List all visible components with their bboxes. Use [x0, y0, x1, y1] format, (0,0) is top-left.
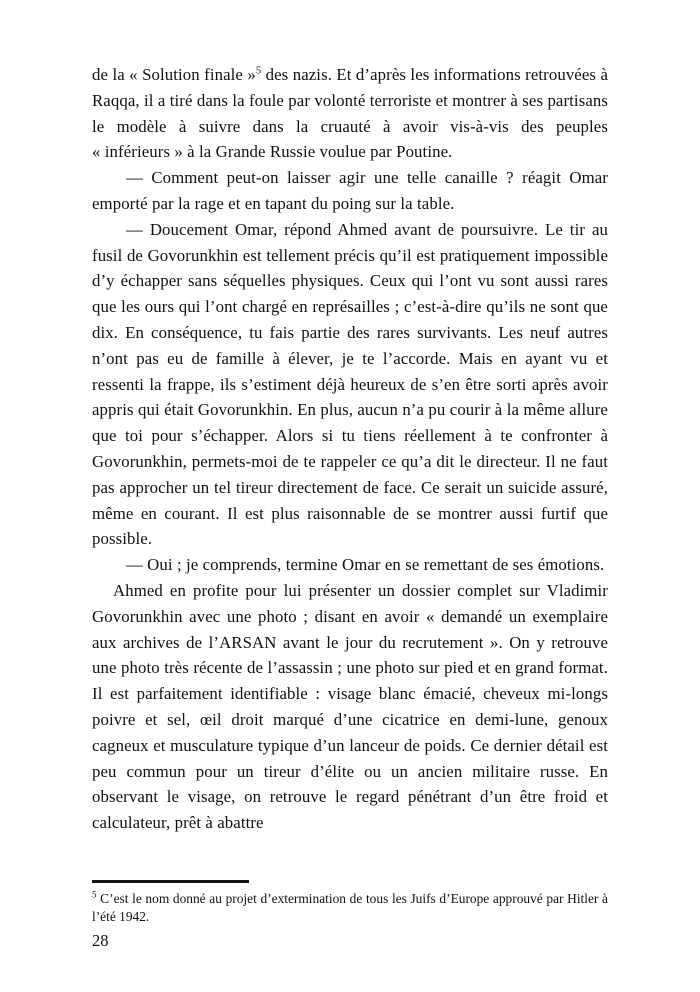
- page-number: 28: [92, 931, 109, 950]
- paragraph-dialogue-ahmed: — Doucement Omar, répond Ahmed avant de poursuivre. Le tir au fusil de Govorunkhin est tellement précis qu’il est pratiquement impossible d’y échapper sans séquelles physiques. Ceux qui l’ont vu sont aussi rares que les ours qui l’ont chargé en représailles ; c’est-à-dire qu’ils ne sont que dix. En conséquence, tu fais partie des rares survivants. Les neuf autres n’ont pas eu de famille à élever, je te l’accorde. Mais en ayant vu et ressenti la frappe, ils s’estiment déjà heureux de s’en être sorti après avoir appris qui était Govorunkhin. En plus, aucun n’a pu courir à la même allure que toi pour s’échapper. Alors si tu tiens réellement à te confronter à Govorunkhin, permets-moi de te rappeler ce qu’a dit le directeur. Il ne faut pas approcher un tel tireur directement de face. Ce serait un suicide assuré, même en courant. Il est plus raisonnable de se montrer aussi furtif que possible.: [92, 219, 608, 549]
- paragraph-dialogue-omar: — Comment peut-on laisser agir une telle canaille ? réagit Omar emporté par la rage et en tapant du poing sur la table.: [92, 168, 608, 213]
- footnote-text: C’est le nom donné au projet d’extermination de tous les Juifs d’Europe approuvé par Hitler à l’été 1942.: [92, 891, 608, 924]
- footnote: [92, 890, 608, 925]
- paragraph-text-after-ref: des nazis. Et d’après les informations retrouvées à Raqqa, il a tiré dans la foule par volonté terroriste et montrer à ses partisans le modèle à suivre dans la cruauté à avoir vis-à-vis des peuples « inférieurs » à la Grande Russie voulue par Poutine.: [92, 65, 608, 162]
- footnote-separator-rule: [92, 880, 249, 883]
- page-body-text: [92, 62, 608, 836]
- paragraph-dialogue-omar-reply: — Oui ; je comprends, termine Omar en se remettant de ses émotions.: [126, 555, 605, 575]
- footnote-marker: 5: [92, 889, 97, 900]
- footnote-reference: 5: [255, 65, 262, 77]
- footnote-area: [92, 880, 608, 992]
- paragraph-dossier: Ahmed en profite pour lui présenter un dossier complet sur Vladimir Govorunkhin avec une photo ; disant en avoir « demandé un exemplaire aux archives de l’ARSAN avant le jour du recrutement ». On y retrouve une photo très récente de l’assassin ; une photo sur pied et en grand format. Il est parfaitement identifiable : visage blanc émacié, cheveux mi-longs poivre et sel, œil droit marqué d’une cicatrice en demi-lune, genoux cagneux et musculature typique d’un lanceur de poids. Ce dernier détail est peu commun pour un tireur d’élite ou un ancien militaire russe. En observant le visage, on retrouve le regard pénétrant d’un être froid et calculateur, prêt à abattre: [92, 580, 608, 833]
- paragraph-text-before-ref: de la « Solution finale »: [92, 65, 256, 84]
- paragraph-intro: [92, 62, 608, 165]
